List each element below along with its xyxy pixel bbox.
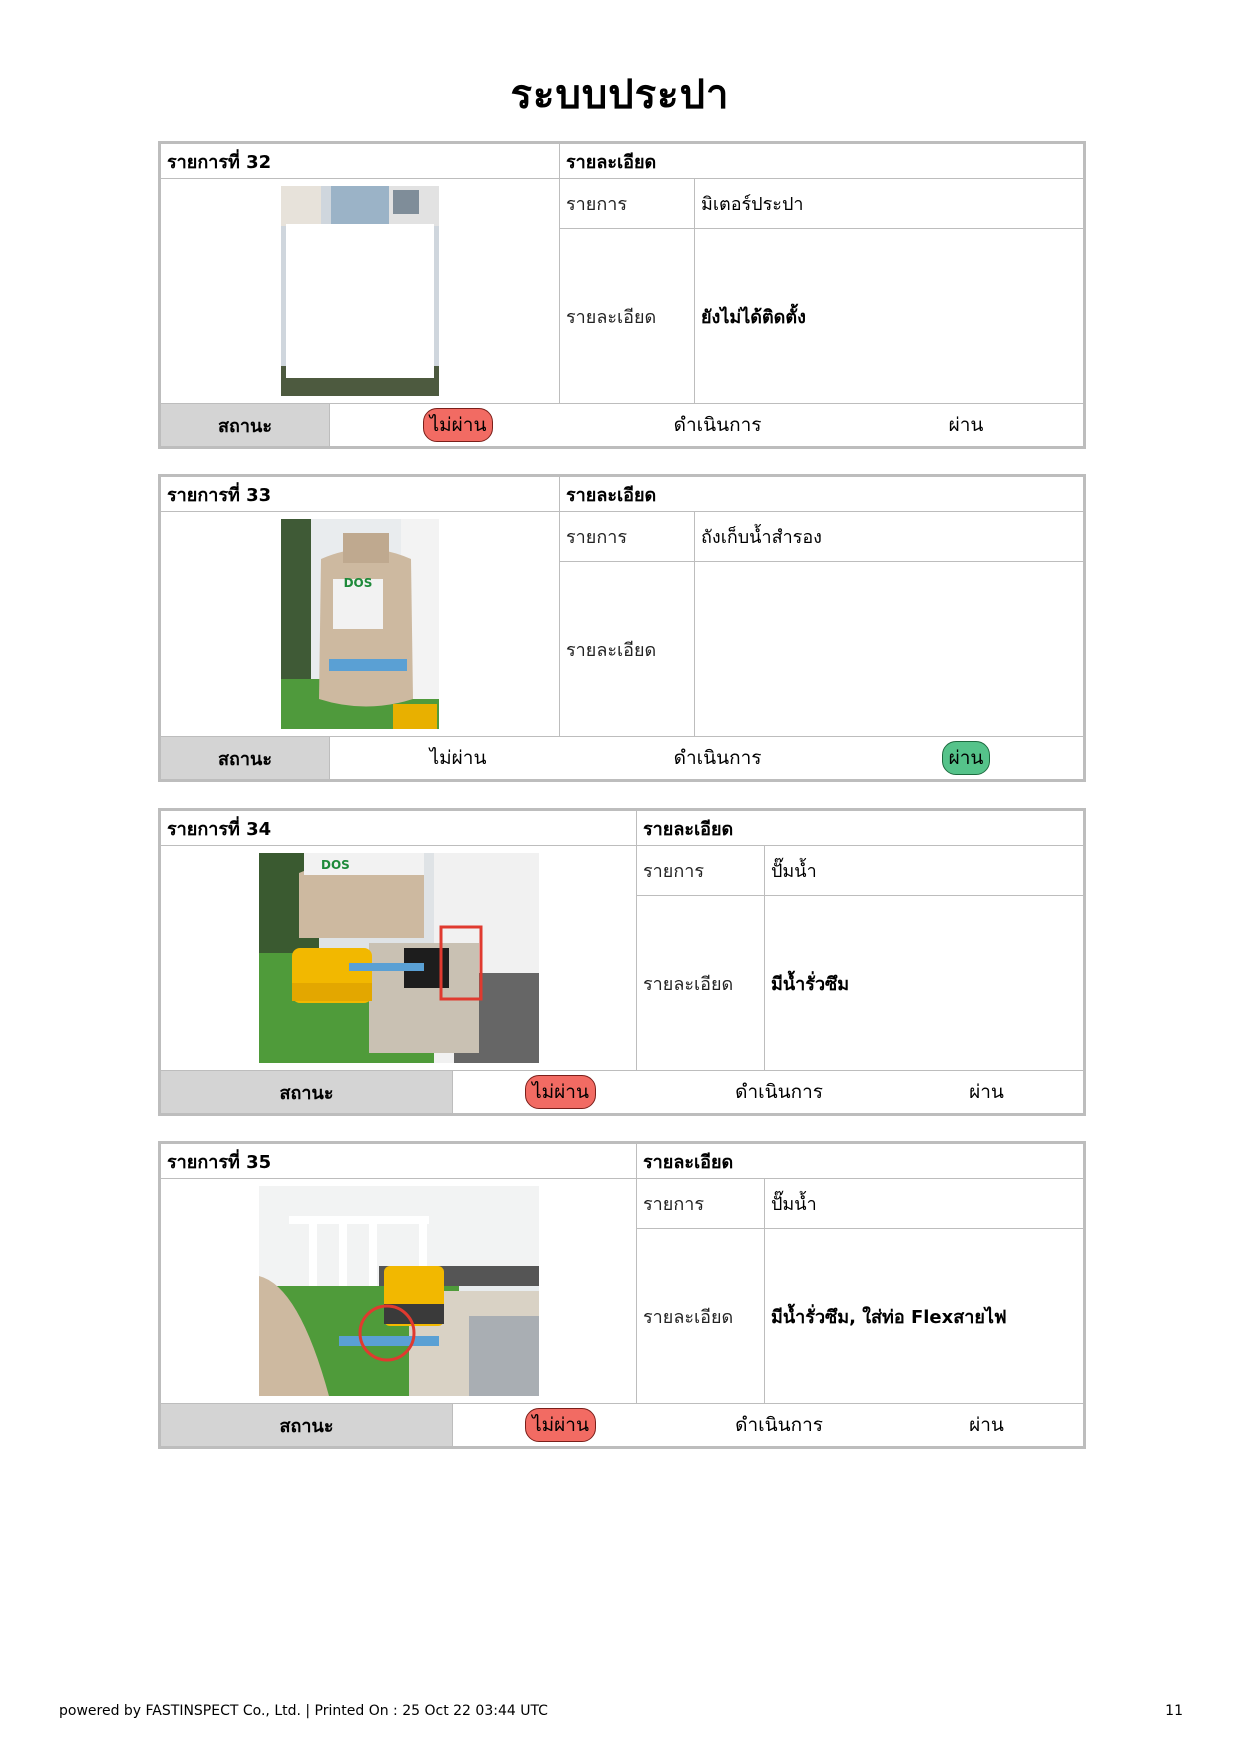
status-option-in-progress[interactable]: ดำเนินการ [673, 747, 762, 769]
item-heading: รายการที่ 32 [161, 144, 560, 179]
page-title: ระบบประปา [510, 72, 730, 118]
status-option-pass[interactable]: ผ่าน [969, 1081, 1004, 1103]
status-option-in-progress[interactable]: ดำเนินการ [735, 1081, 823, 1103]
item-photo[interactable] [259, 1186, 539, 1396]
status-option-fail[interactable]: ไม่ผ่าน [525, 1408, 596, 1442]
item-label: รายการ [637, 1179, 765, 1229]
status-options [336, 408, 1077, 442]
item-photo[interactable] [259, 853, 539, 1063]
status-options [336, 741, 1077, 775]
status-option-pass[interactable]: ผ่าน [948, 414, 984, 436]
inspection-item-34 [158, 808, 1086, 1116]
status-option-pass[interactable]: ผ่าน [942, 741, 991, 775]
inspection-item-32 [158, 141, 1086, 449]
footer-page-number: 11 [1165, 1703, 1183, 1719]
detail-label: รายละเอียด [637, 896, 765, 1071]
details-header: รายละเอียด [637, 1144, 1084, 1179]
item-heading: รายการที่ 34 [161, 811, 637, 846]
status-option-in-progress[interactable]: ดำเนินการ [673, 414, 762, 436]
photo-cell [161, 179, 560, 404]
item-label: รายการ [560, 512, 695, 562]
inspection-item-33 [158, 474, 1086, 782]
footer-powered-by: powered by FASTINSPECT Co., Ltd. | Printed On : 25 Oct 22 03:44 UTC [59, 1703, 548, 1719]
status-label: สถานะ [161, 737, 330, 780]
detail-value: ยังไม่ได้ติดตั้ง [695, 229, 1084, 404]
status-label: สถานะ [161, 404, 330, 447]
detail-label: รายละเอียด [560, 229, 695, 404]
status-options [459, 1408, 1077, 1442]
details-header: รายละเอียด [560, 477, 1084, 512]
details-header: รายละเอียด [560, 144, 1084, 179]
inspection-item-35 [158, 1141, 1086, 1449]
photo-cell [161, 512, 560, 737]
status-label: สถานะ [161, 1071, 453, 1114]
item-photo[interactable] [281, 186, 439, 396]
detail-value [695, 562, 1084, 737]
detail-label: รายละเอียด [637, 1229, 765, 1404]
item-value: ปั๊มน้ำ [765, 846, 1084, 896]
photo-cell [161, 1179, 637, 1404]
item-photo[interactable] [281, 519, 439, 729]
status-option-fail[interactable]: ไม่ผ่าน [429, 747, 487, 769]
status-options [459, 1075, 1077, 1109]
photo-brand-text: DOS [320, 858, 350, 872]
item-heading: รายการที่ 35 [161, 1144, 637, 1179]
detail-value: มีน้ำรั่วซึม, ใส่ท่อ Flexสายไฟ [765, 1229, 1084, 1404]
status-option-pass[interactable]: ผ่าน [969, 1414, 1004, 1436]
status-label: สถานะ [161, 1404, 453, 1447]
status-option-fail[interactable]: ไม่ผ่าน [525, 1075, 596, 1109]
photo-brand-text: DOS [343, 576, 373, 590]
item-label: รายการ [637, 846, 765, 896]
item-heading: รายการที่ 33 [161, 477, 560, 512]
status-option-fail[interactable]: ไม่ผ่าน [423, 408, 494, 442]
item-value: ปั๊มน้ำ [765, 1179, 1084, 1229]
item-value: ถังเก็บน้ำสำรอง [695, 512, 1084, 562]
status-option-in-progress[interactable]: ดำเนินการ [735, 1414, 823, 1436]
detail-label: รายละเอียด [560, 562, 695, 737]
item-label: รายการ [560, 179, 695, 229]
detail-value: มีน้ำรั่วซึม [765, 896, 1084, 1071]
item-value: มิเตอร์ประปา [695, 179, 1084, 229]
details-header: รายละเอียด [637, 811, 1084, 846]
photo-cell [161, 846, 637, 1071]
